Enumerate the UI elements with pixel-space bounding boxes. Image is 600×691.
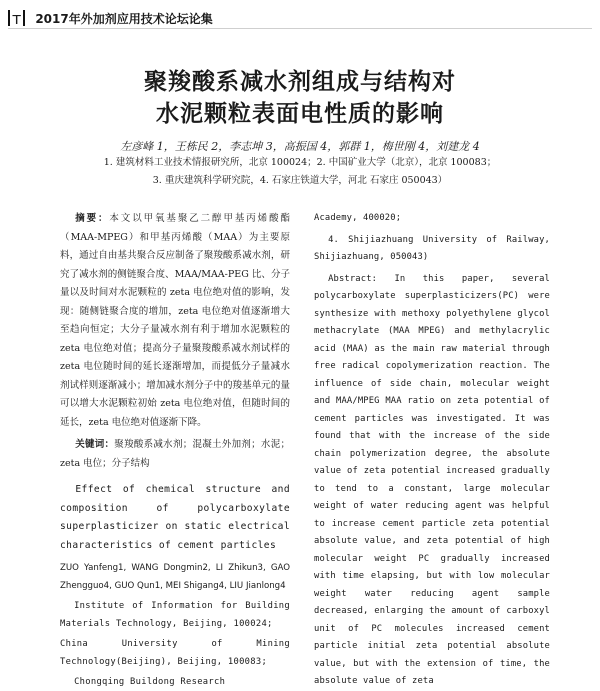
- page-mark: [8, 9, 25, 28]
- abstract-cn-text: 本文以甲氧基聚乙二醇甲基丙烯酸酯（MAA-MPEG）和甲基丙烯酸（MAA）为主要原料，通过自由基共聚合反应制备了聚羧酸系减水剂，研究了减水剂的侧链聚合度、MAA/MAA-PEG 比、分子量以及时间对水泥颗粒的 zeta 电位绝对值的影响，发现：随侧链聚合度的增加，zeta 电位绝对值逐渐增大至趋向恒定；大分子量减水剂有利于增加水泥颗粒的 zeta 电位绝对值；提高分子量聚羧酸系减水剂试样的 zeta 电位随时间的延长逐渐增加，而提低分子量减水剂试样则逐渐减小；增加减水剂分子中的羧基单元的量可以增大水泥颗粒初始 zeta 电位绝对值，但随时间的延长，zeta 电位绝对值逐渐下降。: [60, 213, 290, 428]
- affiliation-line-2: 3. 重庆建筑科学研究院，4. 石家庄铁道大学，河北 石家庄 050043）: [152, 175, 448, 186]
- abstract-en: [314, 271, 550, 691]
- affiliation-line-1: 1. 建筑材料工业技术情报研究所，北京 100024；2. 中国矿业大学（北京），北京 100083；: [103, 157, 497, 168]
- abstract-cn: [60, 210, 290, 432]
- left-column: [60, 210, 290, 691]
- keywords-cn-label: 关键词：: [75, 439, 115, 450]
- english-title: Effect of chemical structure and composition of polycarboxylate superplasticizer on static electrical characteristics of cement particles: [60, 484, 290, 551]
- english-affiliation-cont: Academy, 400020;: [314, 213, 402, 223]
- english-affiliation-3: Chongqing Buildong Research: [74, 677, 226, 687]
- english-affiliation-4: 4. Shijiazhuang University of Railway, Shijiazhuang, 050043): [314, 234, 550, 262]
- affiliations: [0, 154, 600, 190]
- english-affiliation-2: China University of Mining Technology(Beijing), Beijing, 100083;: [60, 639, 290, 667]
- abstract-en-label: Abstract:: [328, 273, 378, 284]
- right-column: [314, 210, 550, 691]
- title-line-1: 聚羧酸系减水剂组成与结构对: [144, 69, 456, 95]
- mark-glyph: т: [12, 8, 22, 28]
- journal-name: 2017年外加剂应用技术论坛论集: [35, 11, 213, 26]
- authors: 左彦峰 1，王栋民 2，李志坤 3，高振国 4，郭群 1，梅世刚 4，刘建龙 4: [120, 140, 480, 153]
- keywords-cn: [60, 436, 290, 473]
- abstract-cn-label: 摘要：: [75, 213, 110, 224]
- title-line-2: 水泥颗粒表面电性质的影响: [156, 101, 444, 127]
- mark-bar-left: [8, 10, 10, 26]
- english-authors: ZUO Yanfeng1, WANG Dongmin2, LI Zhikun3, GAO Zhengguo4, GUO Qun1, MEI Shigang4, LIU Jianlong4: [60, 563, 290, 591]
- abstract-en-text: In this paper, several polycarboxylate superplasticizers(PC) were synthesize with methoxy polyethylene glycol methacrylate (MAA MPEG) and methylacrylic acid (MAA) as the main raw material through free radical copolymerization reaction. The influence of side chain, molecular weight and MAA/MPEG MAA ratio on zeta potential of cement particles was investigated. It was found that with the increase of the side chain polymerization degree, the absolute value of zeta potential increased gradually to tend to a constant, large molecular weight of water reducing agent was helpful to increase cement particle zeta potential absolute value, and zeta potential of high molecular weight PC gradually increased with time elapsing, but with low molecular weight water reducing agent sample decreased, enlarging the amount of carboxyl unit of PC molecules increased cement particle initial zeta potential absolute value, but with the extension of time, the absolute value of zeta: [314, 273, 550, 686]
- mark-bar-right: [23, 10, 25, 26]
- article-title: [0, 66, 600, 130]
- running-header: [8, 8, 592, 29]
- keywords-cn-text: 聚羧酸系减水剂；混凝土外加剂；水泥；zeta 电位；分子结构: [60, 439, 290, 469]
- english-affiliation-1: Institute of Information for Building Materials Technology, Beijing, 100024;: [60, 601, 290, 629]
